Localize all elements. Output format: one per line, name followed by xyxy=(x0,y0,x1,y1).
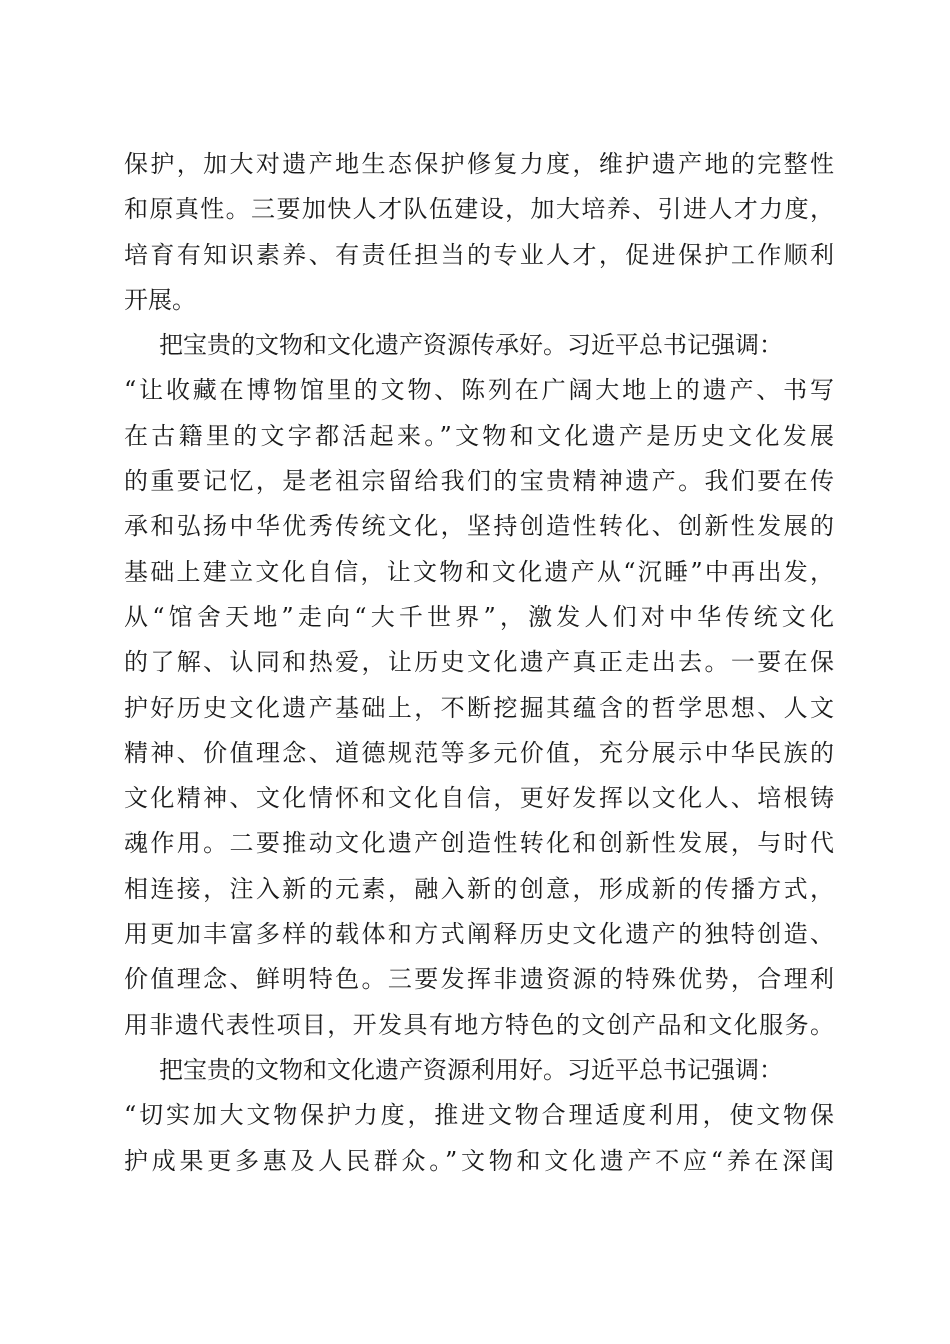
text-line: 从“馆舍天地”走向“大千世界”，激发人们对中华传统文化 xyxy=(124,602,834,631)
text-line: 价值理念、鲜明特色。三要发挥非遗资源的特殊优势，合理利 xyxy=(124,965,834,994)
text-line: “让收藏在博物馆里的文物、陈列在广阔大地上的遗产、书写 xyxy=(124,376,834,405)
text-line: 护好历史文化遗产基础上，不断挖掘其蕴含的哲学思想、人文 xyxy=(124,693,834,722)
text-line: 的了解、认同和热爱，让历史文化遗产真正走出去。一要在保 xyxy=(124,648,834,677)
text-line: 用非遗代表性项目，开发具有地方特色的文创产品和文化服务。 xyxy=(124,1010,834,1039)
text-line: 承和弘扬中华优秀传统文化，坚持创造性转化、创新性发展的 xyxy=(124,512,834,541)
text-line: 用更加丰富多样的载体和方式阐释历史文化遗产的独特创造、 xyxy=(124,920,834,949)
text-line: 相连接，注入新的元素，融入新的创意，形成新的传播方式， xyxy=(124,874,834,903)
text-line: 开展。 xyxy=(124,285,196,314)
text-line: 基础上建立文化自信，让文物和文化遗产从“沉睡”中再出发， xyxy=(124,557,834,586)
text-line: 护成果更多惠及人民群众。”文物和文化遗产不应“养在深闺 xyxy=(124,1146,834,1175)
text-line: 精神、价值理念、道德规范等多元价值，充分展示中华民族的 xyxy=(124,738,834,767)
paragraph-start-line: 把宝贵的文物和文化遗产资源利用好。习近平总书记强调： xyxy=(159,1055,783,1084)
body-text xyxy=(124,142,834,1184)
text-line: 魂作用。二要推动文化遗产创造性转化和创新性发展，与时代 xyxy=(124,829,834,858)
text-line: “切实加大文物保护力度，推进文物合理适度利用，使文物保 xyxy=(124,1101,834,1130)
text-line: 和原真性。三要加快人才队伍建设，加大培养、引进人才力度， xyxy=(124,195,834,224)
text-line: 的重要记忆，是老祖宗留给我们的宝贵精神遗产。我们要在传 xyxy=(124,467,834,496)
paragraph-start-line: 把宝贵的文物和文化遗产资源传承好。习近平总书记强调： xyxy=(159,331,783,360)
text-line: 文化精神、文化情怀和文化自信，更好发挥以文化人、培根铸 xyxy=(124,784,834,813)
text-line: 在古籍里的文字都活起来。”文物和文化遗产是历史文化发展 xyxy=(124,421,834,450)
text-line: 保护，加大对遗产地生态保护修复力度，维护遗产地的完整性 xyxy=(124,150,834,178)
text-line: 培育有知识素养、有责任担当的专业人才，促进保护工作顺利 xyxy=(124,240,834,269)
